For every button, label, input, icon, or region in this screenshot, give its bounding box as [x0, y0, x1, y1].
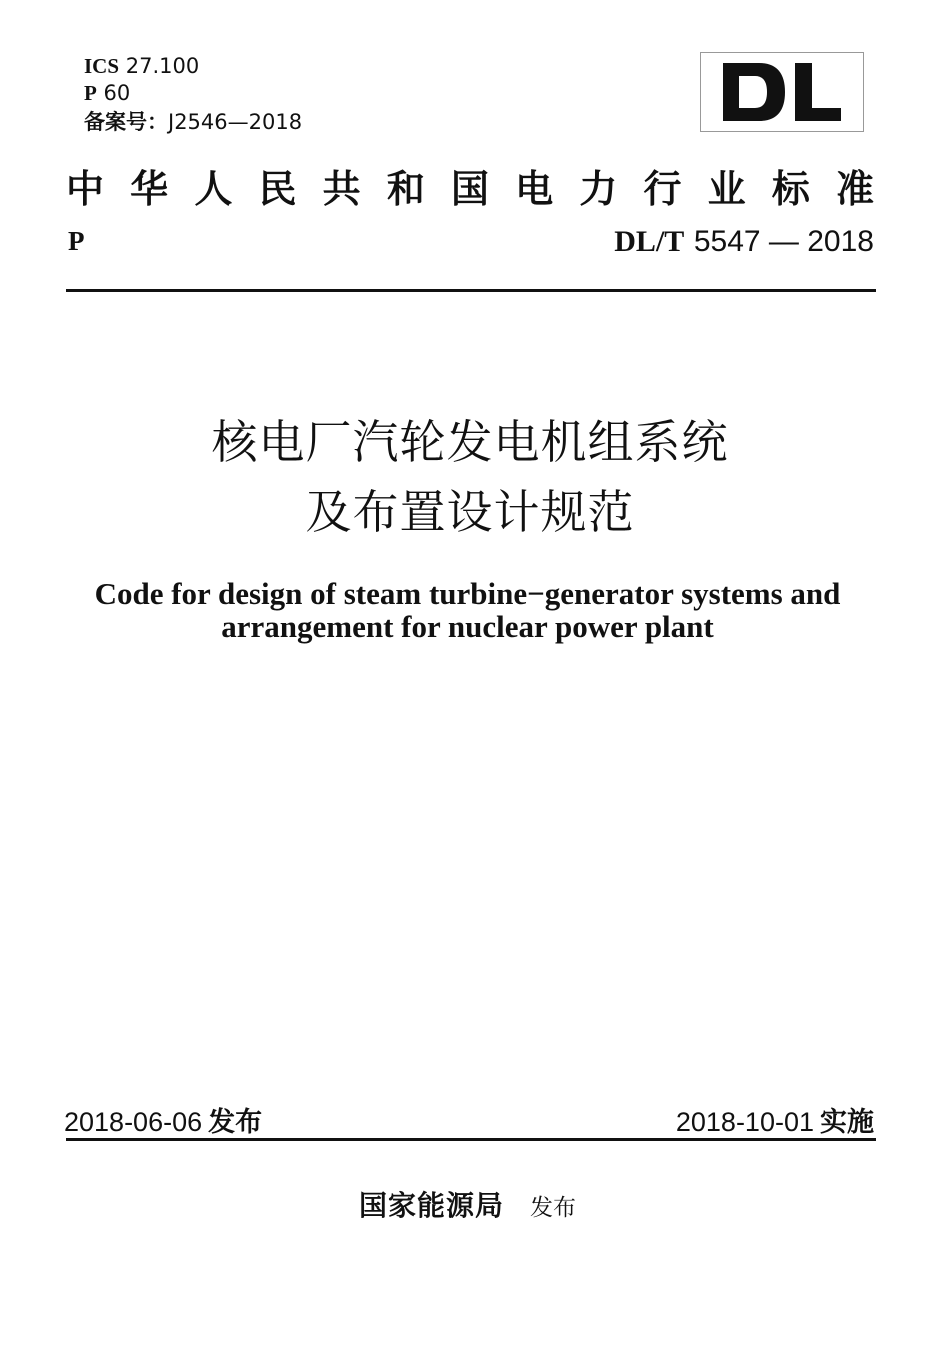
ics-code: [84, 53, 199, 79]
dl-logo-graphic: [701, 53, 863, 131]
issue-date: [64, 1100, 262, 1139]
effective-date-value: 2018-10-01: [675, 1107, 814, 1137]
standard-number: [614, 224, 874, 259]
dl-logo: [700, 52, 864, 132]
title-cn-line1: 核电厂汽轮发电机组系统: [211, 415, 729, 469]
title-en-line1: Code for design of steam turbine−generator systems and: [94, 576, 841, 611]
publisher-action: 发布: [530, 1195, 576, 1221]
bottom-divider: [66, 1138, 876, 1141]
standard-prefix: DL/T: [614, 225, 685, 258]
title-en-line2: arrangement for nuclear power plant: [221, 609, 714, 644]
industry-standard-heading: 中华人民共和国电力行业标准: [66, 166, 876, 211]
ccs-label: P: [84, 81, 97, 105]
category-code: P: [68, 226, 85, 256]
issue-date-word: 发布: [208, 1107, 263, 1138]
top-divider: [66, 289, 876, 292]
effective-date: [676, 1100, 874, 1139]
standard-number-value: 5547 — 2018: [693, 225, 874, 258]
ics-label: ICS: [84, 54, 120, 78]
record-value: J2546—2018: [168, 110, 303, 134]
ccs-code: [84, 80, 130, 106]
record-number: [84, 109, 302, 135]
effective-date-word: 实施: [820, 1107, 874, 1138]
title-cn-line2: 及布置设计规范: [305, 485, 635, 539]
ccs-value: 60: [103, 81, 131, 105]
issue-date-value: 2018-06-06: [64, 1107, 203, 1137]
record-label: 备案号：: [84, 110, 168, 134]
ics-value: 27.100: [125, 54, 200, 78]
publisher: [0, 1184, 935, 1224]
publisher-organization: 国家能源局: [358, 1189, 504, 1222]
